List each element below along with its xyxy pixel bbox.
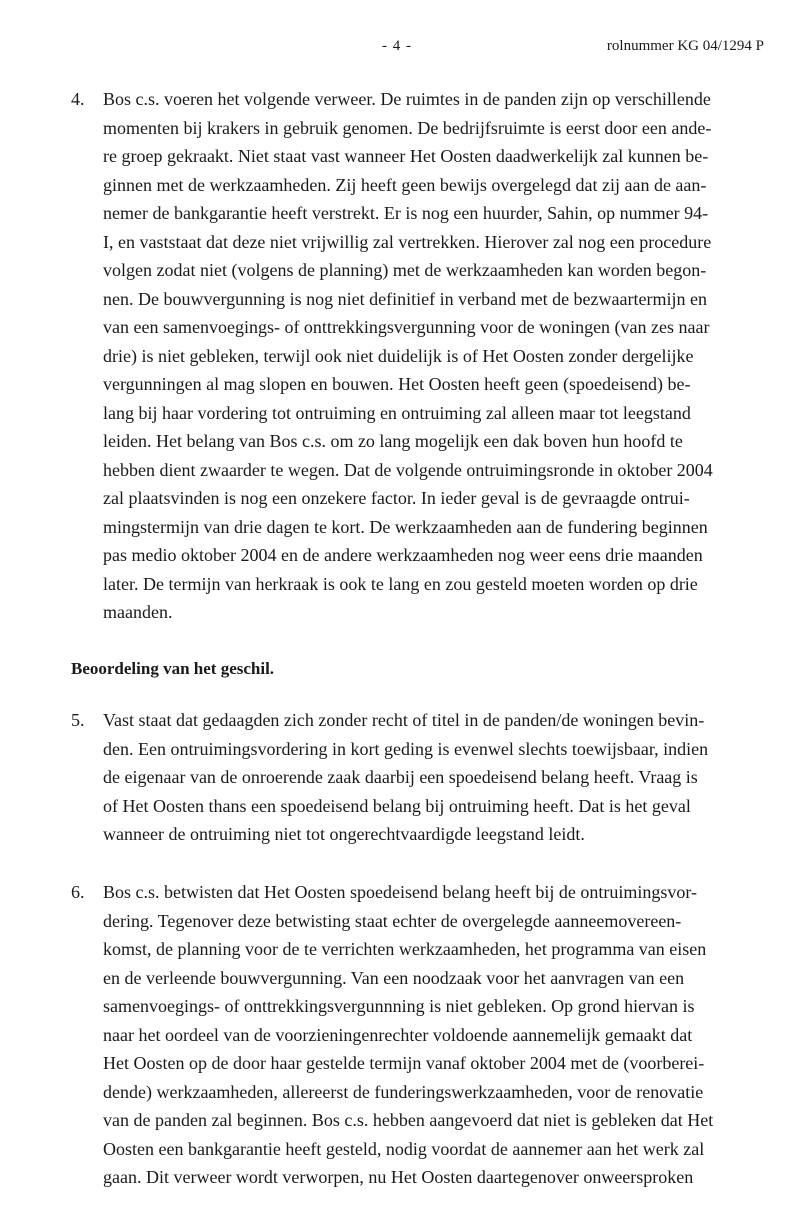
text-line: Oosten een bankgarantie heeft gesteld, nodig voordat de aannemer aan het werk zal [103,1138,705,1159]
paragraph-number: 6. [71,882,85,902]
text-line: maanden. [103,602,173,622]
text-line: re groep gekraakt. Niet staat vast wanneer Het Oosten daadwerkelijk zal kunnen be- [103,146,709,166]
text-line: van de panden zal beginnen. Bos c.s. hebben aangevoerd dat niet is gebleken dat Het [103,1110,714,1130]
text-line: leiden. Het belang van Bos c.s. om zo lang mogelijk een dak boven hun hoofd te [103,431,683,451]
paragraph-text [103,878,713,1192]
text-line: of Het Oosten thans een spoedeisend belang bij ontruiming heeft. Dat is het geval [103,795,691,816]
text-line: vergunningen al mag slopen en bouwen. Het Oosten heeft geen (spoedeisend) be- [103,374,691,394]
text-line: samenvoegings- of onttrekkingsvergunnning is niet gebleken. Op grond hiervan is [103,996,695,1016]
paragraph-text [103,706,708,849]
section-heading: Beoordeling van het geschil. [71,659,275,678]
text-line: pas medio oktober 2004 en de andere werkzaamheden nog weer eens drie maanden [103,545,703,565]
text-line: drie) is niet gebleken, terwijl ook niet duidelijk is of Het Oosten zonder dergelijke [103,345,694,366]
case-number: rolnummer KG 04/1294 P [606,38,764,54]
text-line: nen. De bouwvergunning is nog niet definitief in verband met de bezwaartermijn en [103,288,707,309]
text-line: nemer de bankgarantie heeft verstrekt. Er is nog een huurder, Sahin, op nummer 94- [103,203,709,223]
text-line: later. De termijn van herkraak is ook te lang en zou gesteld moeten worden op drie [103,573,698,594]
text-line: dering. Tegenover deze betwisting staat echter de overgelegde aanneemovereen- [103,910,682,931]
text-line: I, en vaststaat dat deze niet vrijwillig zal vertrekken. Hierover zal nog een procedure [103,231,712,252]
text-line: komst, de planning voor de te verrichten werkzaamheden, het programma van eisen [103,939,707,959]
text-line: Het Oosten op de door haar gestelde termijn vanaf oktober 2004 met de (voorberei- [103,1053,705,1073]
paragraph-text [103,85,713,627]
text-line: ginnen met de werkzaamheden. Zij heeft geen bewijs overgelegd dat zij aan de aan- [103,174,707,195]
text-line: dende) werkzaamheden, allereerst de funderingswerkzaamheden, voor de renovatie [103,1081,704,1102]
text-line: gaan. Dit verweer wordt verworpen, nu Het Oosten daartegenover onweersproken [103,1167,694,1187]
text-line: wanneer de ontruiming niet tot ongerechtvaardigde leegstand leidt. [103,824,585,844]
text-line: van een samenvoegings- of onttrekkingsvergunning voor de woningen (van zes naar [103,317,710,337]
page-number: - 4 - [382,38,412,54]
text-line: Bos c.s. voeren het volgende verweer. De ruimtes in de panden zijn op verschillende [103,89,711,109]
text-line: hebben dient zwaarder te wegen. Dat de volgende ontruimingsronde in oktober 2004 [103,459,713,480]
page-header [0,38,800,62]
text-line: volgen zodat niet (volgens de planning) met de werkzaamheden kan worden begon- [103,260,707,280]
paragraph-number: 4. [71,89,85,109]
text-line: lang bij haar vordering tot ontruiming en ontruiming zal alleen maar tot leegstand [103,402,691,423]
text-line: naar het oordeel van de voorzieningenrechter voldoende aannemelijk gemaakt dat [103,1024,693,1045]
paragraph-number: 5. [71,710,85,730]
text-line: mingstermijn van drie dagen te kort. De werkzaamheden aan de fundering beginnen [103,516,708,537]
text-line: momenten bij krakers in gebruik genomen. De bedrijfsruimte is eerst door een ande- [103,117,712,138]
text-line: Vast staat dat gedaagden zich zonder recht of titel in de panden/de woningen bevin- [103,710,705,730]
text-line: zal plaatsvinden is nog een onzekere factor. In ieder geval is de gevraagde ontrui- [103,488,690,508]
text-line: de eigenaar van de onroerende zaak daarbij een spoedeisend belang heeft. Vraag is [103,767,698,787]
text-line: en de verleende bouwvergunning. Van een noodzaak voor het aanvragen van een [103,967,685,988]
text-line: den. Een ontruimingsvordering in kort geding is evenwel slechts toewijsbaar, indien [103,738,709,759]
text-line: Bos c.s. betwisten dat Het Oosten spoedeisend belang heeft bij de ontruimingsvor- [103,882,698,902]
